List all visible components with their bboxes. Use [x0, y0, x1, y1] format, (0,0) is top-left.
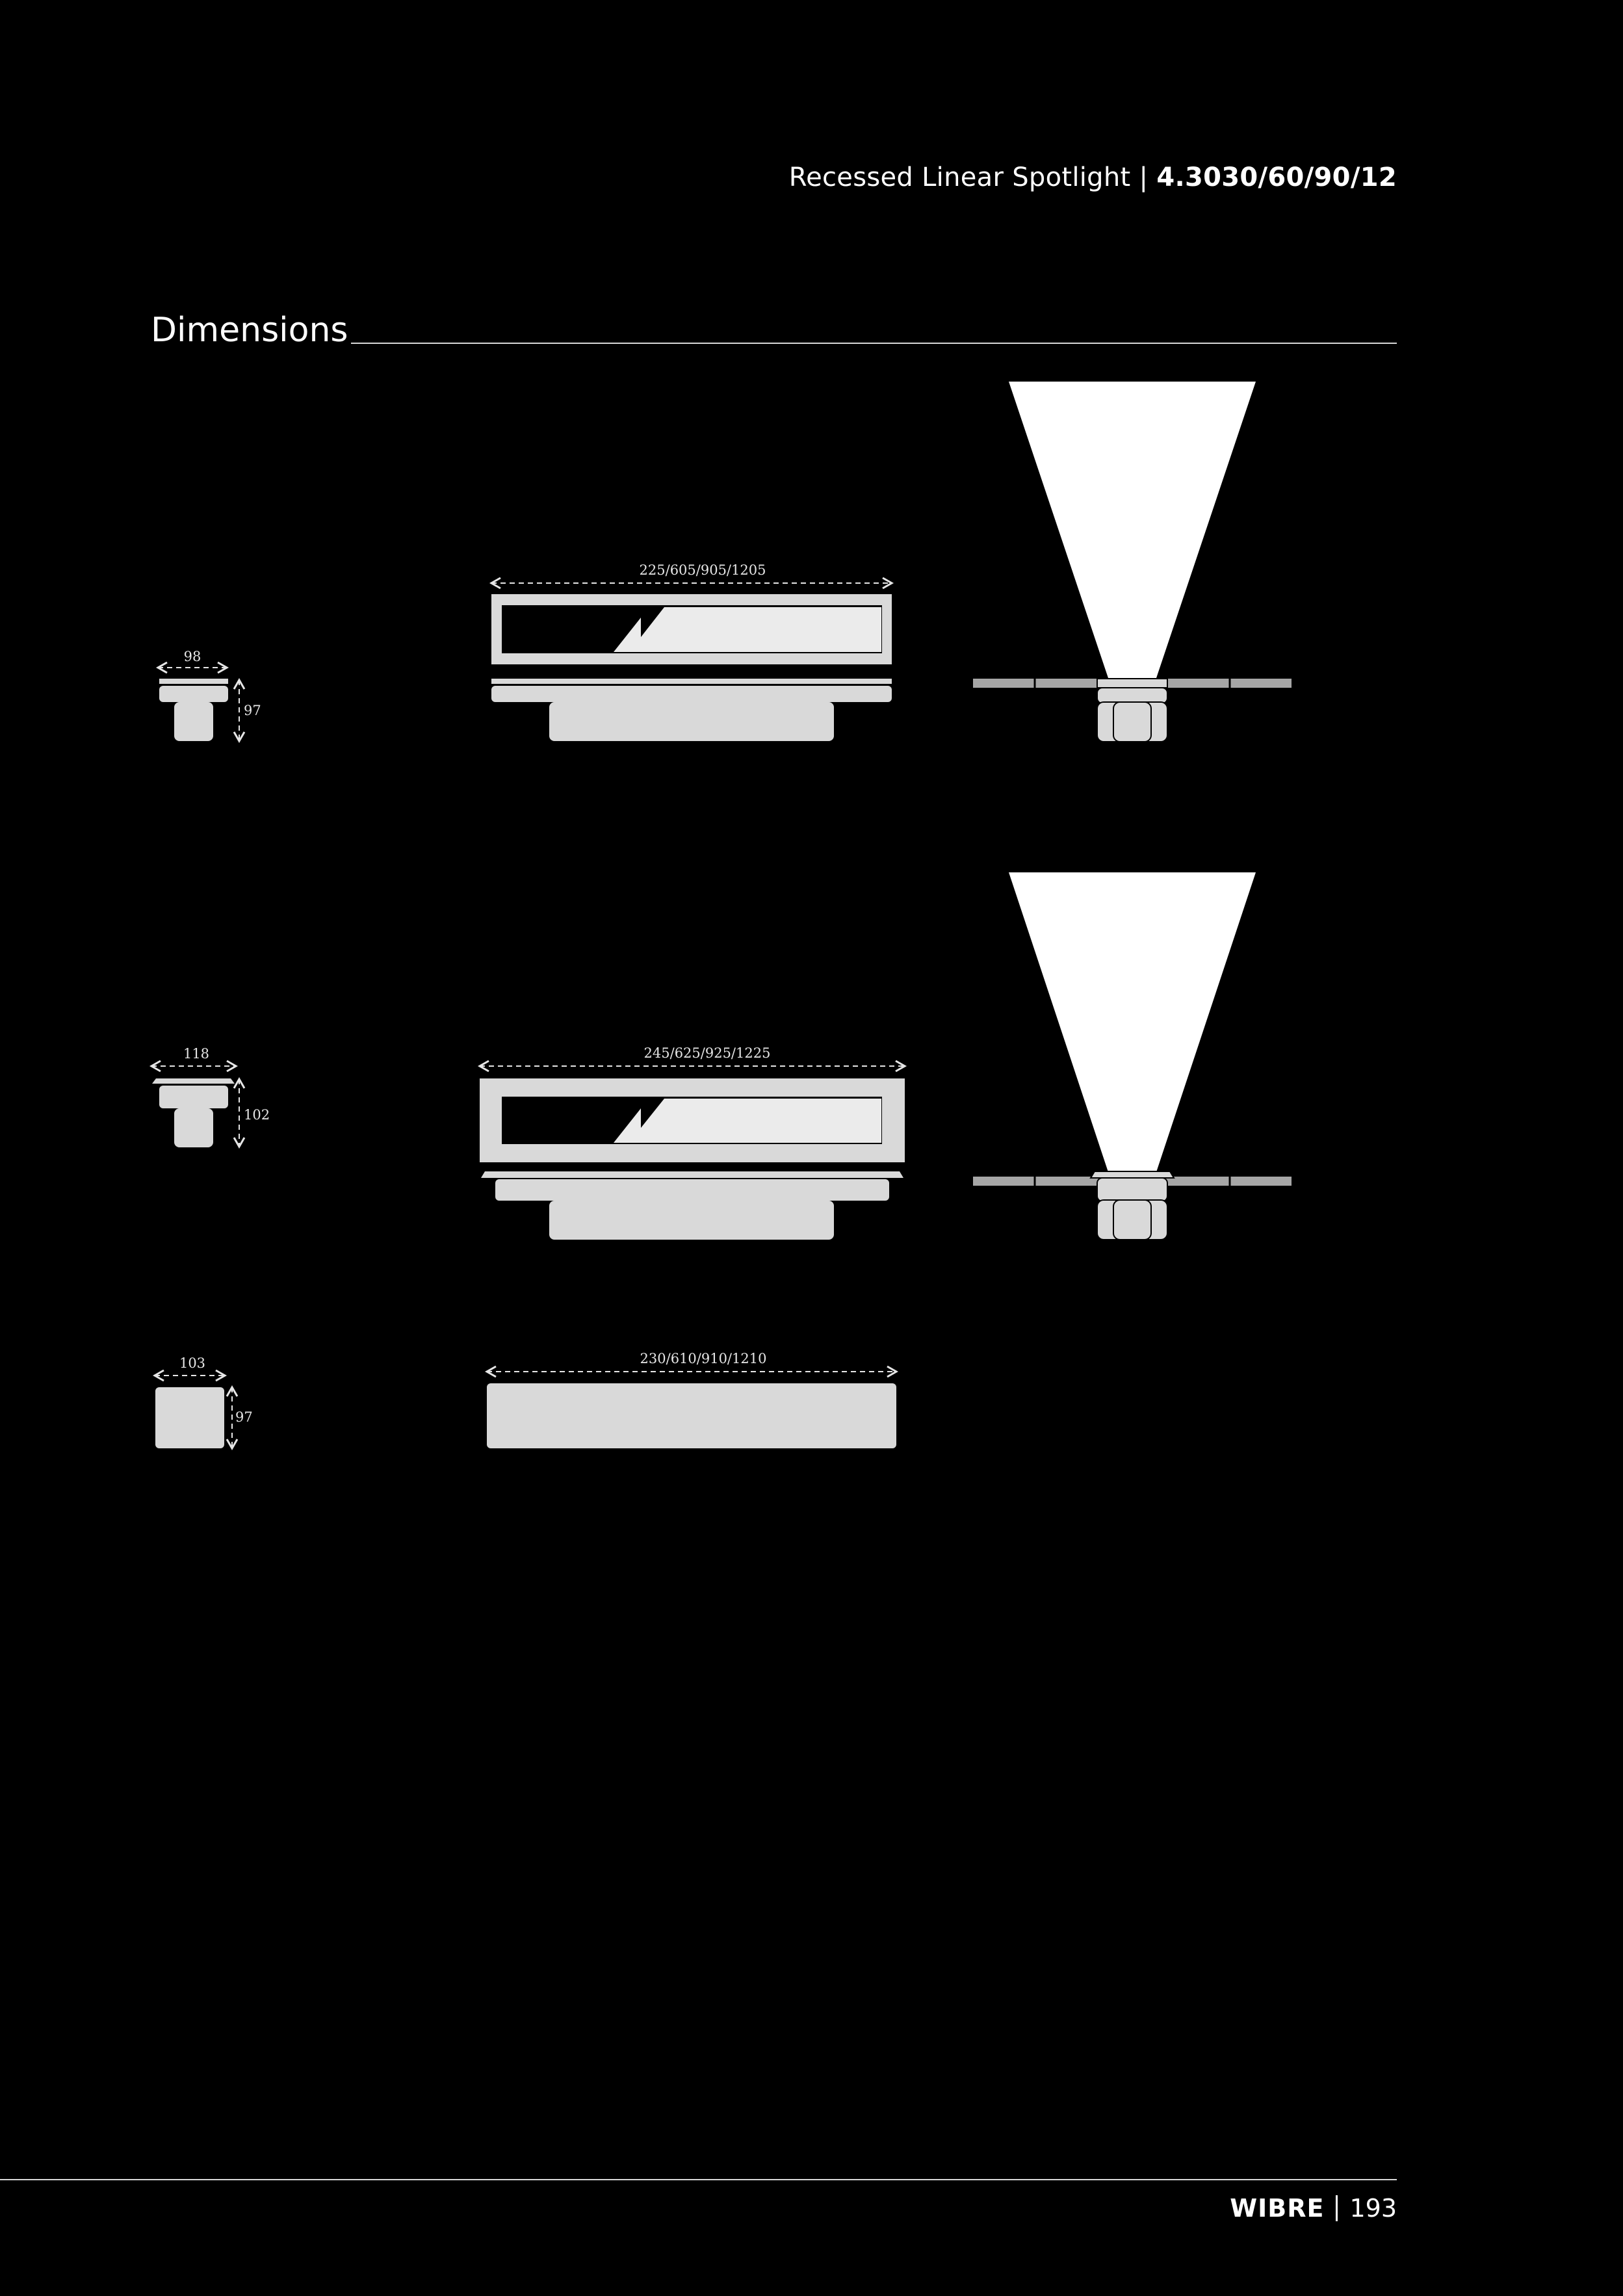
row-2-length-label: 245/625/925/1225 — [643, 1045, 771, 1061]
row-3-front-view — [487, 1351, 896, 1448]
page-footer — [1230, 2194, 1397, 2223]
row-2-side-view — [151, 1046, 270, 1147]
row-1-front-view — [491, 562, 892, 741]
row-3-length-label: 230/610/910/1210 — [640, 1351, 767, 1366]
section-title: Dimensions — [151, 311, 348, 350]
row-1-side-view — [158, 649, 261, 741]
row-1-beam-view — [973, 382, 1292, 742]
brand-logo: WIBRE — [1230, 2194, 1325, 2223]
row-2-beam-view — [973, 872, 1292, 1240]
row-3-side-width-label: 103 — [179, 1355, 206, 1371]
row-1-side-height-label: 97 — [244, 703, 261, 718]
row-3-side-view — [155, 1355, 253, 1448]
row-2-side-width-label: 118 — [183, 1046, 210, 1062]
product-code: 4.3030/60/90/12 — [1156, 163, 1397, 192]
page-number: 193 — [1349, 2194, 1397, 2223]
row-1-length-label: 225/605/905/1205 — [639, 562, 766, 578]
product-name: Recessed Linear Spotlight | — [788, 163, 1157, 192]
footer-divider — [0, 2179, 1397, 2180]
row-3-side-height-label: 97 — [235, 1409, 253, 1425]
row-2-front-view — [480, 1045, 905, 1240]
footer-separator — [1336, 2195, 1338, 2221]
row-2-side-height-label: 102 — [244, 1107, 270, 1123]
row-1-side-width-label: 98 — [183, 649, 201, 664]
